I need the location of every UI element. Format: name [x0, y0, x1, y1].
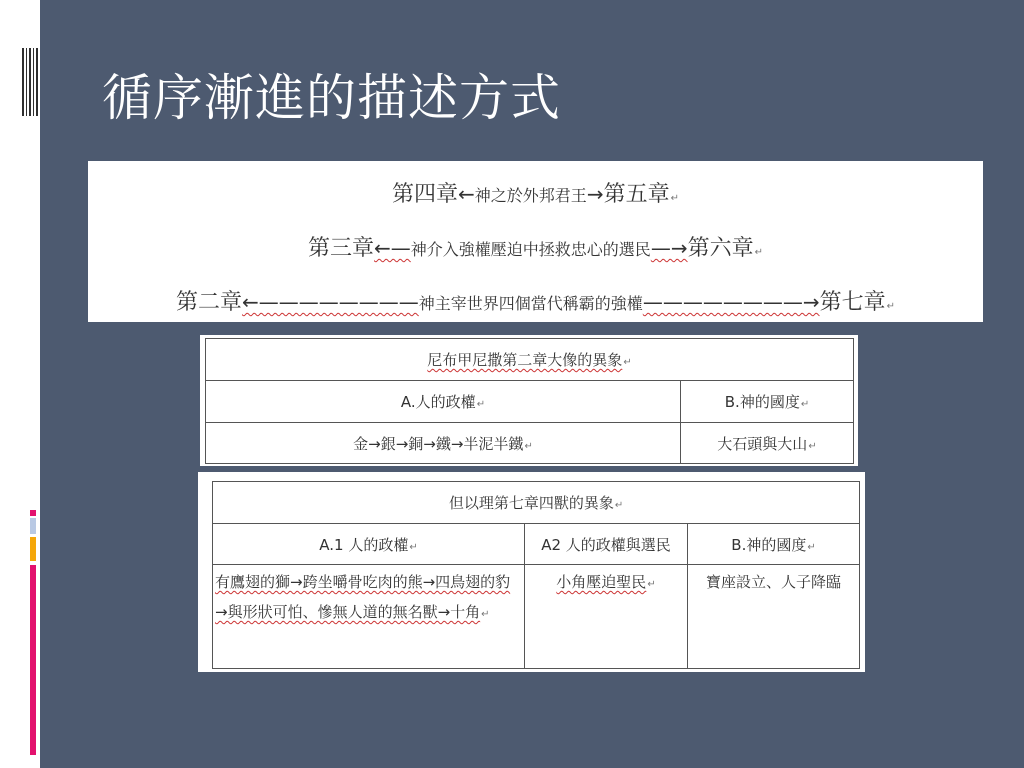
table-header-row	[206, 381, 854, 423]
middle-text: 神介入強權壓迫中拯救忠心的選民	[410, 240, 651, 259]
table-title-row	[213, 482, 860, 524]
paragraph-mark-icon: ↵	[800, 399, 810, 410]
daniel-ch7-table	[212, 481, 860, 669]
table-header-row	[213, 524, 860, 565]
paragraph-mark-icon: ↵	[670, 193, 679, 204]
right-arrow: —→	[650, 236, 688, 260]
accent-bar-pink	[30, 565, 36, 755]
header-cell	[213, 524, 525, 565]
table-cell	[681, 423, 854, 464]
paragraph-mark-icon: ↵	[476, 399, 486, 410]
table-title: 但以理第七章四獸的異象	[448, 494, 614, 512]
left-sidebar-strip	[0, 0, 40, 768]
header-cell	[206, 381, 681, 423]
left-chapter: 第二章	[176, 290, 243, 315]
cell-text: 大石頭與大山	[717, 434, 808, 453]
table-title-row	[206, 339, 854, 381]
table-row	[206, 423, 854, 464]
paragraph-mark-icon: ↵	[754, 247, 763, 258]
right-arrow: →	[586, 182, 604, 206]
table-title-cell	[206, 339, 854, 381]
middle-text: 神之於外邦君王	[474, 186, 587, 205]
header-cell	[681, 381, 854, 423]
right-chapter: 第六章	[687, 236, 754, 261]
arrow-line-3	[88, 285, 983, 316]
paragraph-mark-icon: ↵	[409, 541, 418, 553]
accent-bar-orange	[30, 537, 36, 561]
left-chapter: 第三章	[308, 236, 375, 261]
header-cell	[688, 524, 860, 565]
right-chapter: 第五章	[603, 182, 670, 207]
table-cell	[213, 565, 525, 669]
arrow-line-1	[88, 177, 983, 208]
paragraph-mark-icon: ↵	[807, 541, 816, 553]
arrow-line-2	[88, 231, 983, 262]
header-label: A.1 人的政權	[319, 535, 409, 554]
cell-text: 小角壓迫聖民	[556, 573, 647, 591]
table-cell	[688, 565, 860, 669]
table-cell	[525, 565, 688, 669]
table-cell	[206, 423, 681, 464]
cell-text: 寶座設立、人子降臨	[706, 573, 842, 591]
paragraph-mark-icon: ↵	[623, 357, 632, 368]
table-row	[213, 565, 860, 669]
header-label: B.神的國度	[724, 393, 800, 411]
accent-bar-blue	[30, 518, 36, 534]
middle-text: 神主宰世界四個當代稱霸的強權	[418, 294, 643, 313]
header-label: B.神的國度	[731, 535, 807, 554]
accent-bar-pink-top	[30, 510, 36, 516]
decorative-bars-icon	[22, 48, 38, 116]
left-chapter: 第四章	[392, 182, 459, 207]
left-arrow: ←	[458, 182, 475, 206]
header-cell	[525, 524, 688, 565]
paragraph-mark-icon: ↵	[481, 609, 490, 620]
paragraph-mark-icon: ↵	[647, 579, 656, 590]
cell-text: 金→銀→銅→鐵→半泥半鐵	[353, 434, 524, 453]
right-chapter: 第七章	[819, 290, 886, 315]
paragraph-mark-icon: ↵	[614, 500, 624, 511]
paragraph-mark-icon: ↵	[886, 301, 895, 312]
chapter-arrow-diagram	[88, 161, 983, 322]
table-title-cell	[213, 482, 860, 524]
right-arrow: ————————→	[642, 290, 820, 314]
paragraph-mark-icon: ↵	[808, 440, 817, 452]
daniel-ch2-table	[205, 338, 854, 464]
header-label: A.人的政權	[400, 393, 476, 411]
slide-title: 循序漸進的描述方式	[102, 69, 561, 127]
header-label: A2 人的政權與選民	[541, 535, 671, 554]
paragraph-mark-icon: ↵	[524, 440, 533, 452]
cell-text: 有鷹翅的獅→跨坐嚼骨吃肉的熊→四鳥翅的豹→與形狀可怕、慘無人道的無名獸→十角	[215, 573, 511, 621]
table-title: 尼布甲尼撒第二章大像的異象	[427, 351, 623, 369]
left-arrow: ←————————	[242, 290, 419, 314]
left-arrow: ←—	[374, 236, 411, 260]
